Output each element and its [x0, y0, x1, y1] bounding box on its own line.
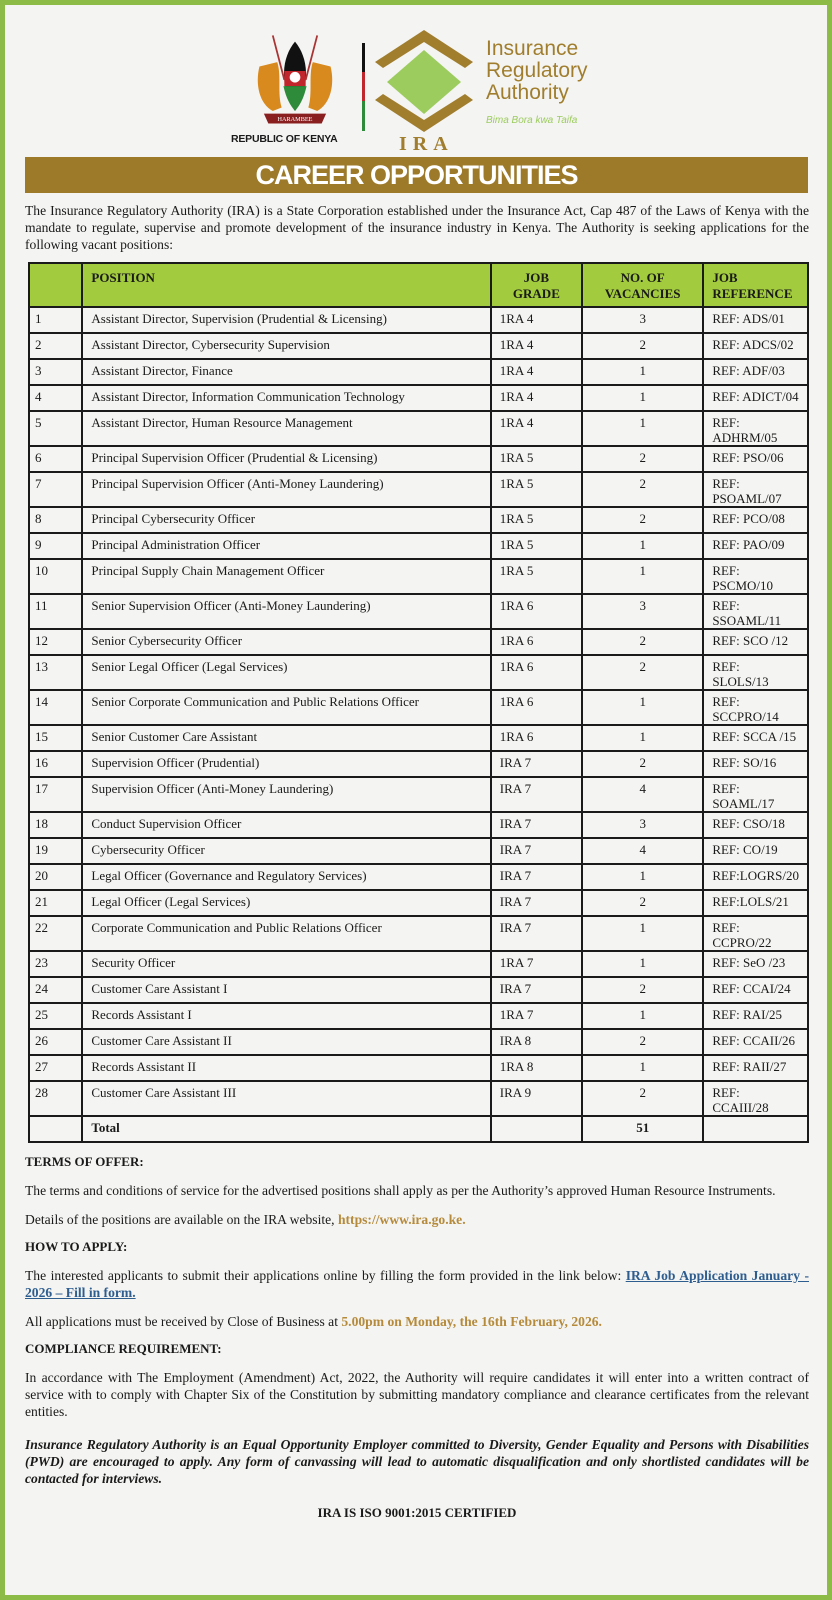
compliance-body: In accordance with The Employment (Amendment) Act, 2022, the Authority will require candidates it will enter into a written contract of service with to comply with Chapter Six of the Constitution by submitting mandatory compliance and clearance certificates from the relevant entities.	[25, 1370, 809, 1419]
row-number: 28	[29, 1081, 82, 1116]
grade-cell: IRA 8	[491, 1029, 582, 1055]
grade-cell: 1RA 5	[491, 472, 582, 507]
position-cell: Records Assistant II	[82, 1055, 490, 1081]
position-cell: Security Officer	[82, 951, 490, 977]
position-cell: Assistant Director, Cybersecurity Supervision	[82, 333, 490, 359]
row-number: 15	[29, 725, 82, 751]
org-name-line: Insurance	[486, 37, 579, 60]
table-row	[29, 411, 808, 446]
table-row	[29, 359, 808, 385]
table-row	[29, 594, 808, 629]
table-row	[29, 333, 808, 359]
deadline-line	[25, 1313, 809, 1330]
table-row	[29, 559, 808, 594]
table-header-row	[29, 263, 808, 307]
total-reference-cell	[703, 1116, 808, 1142]
table-row	[29, 533, 808, 559]
intro-paragraph: The Insurance Regulatory Authority (IRA) is a State Corporation established under the Insurance Act, Cap 487 of the Laws of Kenya with the mandate to regulate, supervise and promote development of the insurance industry in Kenya. The Authority is seeking applications for the following vacant positions:	[25, 203, 809, 252]
position-cell: Customer Care Assistant III	[82, 1081, 490, 1116]
vacancies-cell: 1	[582, 864, 703, 890]
vacancies-cell: 1	[582, 916, 703, 951]
apply-body	[25, 1267, 809, 1301]
reference-cell: REF: ADF/03	[703, 359, 808, 385]
row-number: 24	[29, 977, 82, 1003]
advert-body	[5, 202, 827, 1541]
vacancies-cell: 1	[582, 359, 703, 385]
position-cell: Corporate Communication and Public Relations Officer	[82, 916, 490, 951]
grade-cell: 1RA 6	[491, 725, 582, 751]
grade-cell: 1RA 6	[491, 629, 582, 655]
grade-cell: IRA 7	[491, 751, 582, 777]
terms-body: The terms and conditions of service for the advertised positions shall apply as per the Authority’s approved Human Resource Instruments.	[25, 1183, 776, 1198]
table-row	[29, 1055, 808, 1081]
org-tagline: Bima Bora kwa Taifa	[486, 115, 578, 126]
header-reference: JOB REFERENCE	[703, 263, 808, 307]
table-row	[29, 629, 808, 655]
header-position: POSITION	[82, 263, 490, 307]
table-row	[29, 916, 808, 951]
vacancies-cell: 2	[582, 446, 703, 472]
position-cell: Cybersecurity Officer	[82, 838, 490, 864]
table-row	[29, 977, 808, 1003]
row-number: 20	[29, 864, 82, 890]
grade-cell: IRA 7	[491, 977, 582, 1003]
position-cell: Legal Officer (Governance and Regulatory Services)	[82, 864, 490, 890]
table-row	[29, 307, 808, 333]
terms-heading: TERMS OF OFFER:	[25, 1154, 144, 1169]
row-number: 25	[29, 1003, 82, 1029]
total-label: Total	[82, 1116, 490, 1142]
grade-cell: 1RA 4	[491, 411, 582, 446]
table-row	[29, 1029, 808, 1055]
row-number: 17	[29, 777, 82, 812]
vacancies-cell: 2	[582, 977, 703, 1003]
vacancies-cell: 1	[582, 559, 703, 594]
row-number: 1	[29, 307, 82, 333]
position-cell: Customer Care Assistant I	[82, 977, 490, 1003]
row-number: 9	[29, 533, 82, 559]
row-number: 27	[29, 1055, 82, 1081]
reference-cell: REF:LOGRS/20	[703, 864, 808, 890]
position-cell: Senior Customer Care Assistant	[82, 725, 490, 751]
row-number: 18	[29, 812, 82, 838]
grade-cell: IRA 9	[491, 1081, 582, 1116]
reference-cell: REF: CCAII/26	[703, 1029, 808, 1055]
position-cell: Principal Cybersecurity Officer	[82, 507, 490, 533]
vacancies-cell: 2	[582, 629, 703, 655]
reference-cell: REF:LOLS/21	[703, 890, 808, 916]
vacancies-cell: 4	[582, 777, 703, 812]
kenya-coat-of-arms-icon	[235, 31, 355, 127]
row-number: 3	[29, 359, 82, 385]
header-number	[29, 263, 82, 307]
vacancies-cell: 1	[582, 533, 703, 559]
row-number: 12	[29, 629, 82, 655]
table-row	[29, 725, 808, 751]
reference-cell: REF: PAO/09	[703, 533, 808, 559]
row-number: 22	[29, 916, 82, 951]
row-number: 2	[29, 333, 82, 359]
details-text: Details of the positions are available on the IRA website,	[25, 1212, 338, 1227]
grade-cell: IRA 7	[491, 812, 582, 838]
table-row	[29, 777, 808, 812]
grade-cell: IRA 7	[491, 890, 582, 916]
row-number: 5	[29, 411, 82, 446]
reference-cell: REF: CCAI/24	[703, 977, 808, 1003]
row-number: 6	[29, 446, 82, 472]
grade-cell: 1RA 4	[491, 359, 582, 385]
vacancies-cell: 2	[582, 751, 703, 777]
advert-page	[5, 5, 827, 1595]
header-grade: JOB GRADE	[491, 263, 582, 307]
grade-cell: 1RA 6	[491, 690, 582, 725]
position-cell: Senior Cybersecurity Officer	[82, 629, 490, 655]
reference-cell: REF: CCAIII/28	[703, 1081, 808, 1116]
vacancies-cell: 1	[582, 385, 703, 411]
ira-acronym: IRA	[399, 133, 454, 155]
apply-heading: HOW TO APPLY:	[25, 1239, 128, 1254]
grade-cell: 1RA 4	[491, 307, 582, 333]
reference-cell: REF: SeO /23	[703, 951, 808, 977]
position-cell: Principal Administration Officer	[82, 533, 490, 559]
kenya-motto: HARAMBEE	[277, 115, 313, 123]
position-cell: Assistant Director, Human Resource Management	[82, 411, 490, 446]
reference-cell: REF: CSO/18	[703, 812, 808, 838]
vacancies-cell: 3	[582, 307, 703, 333]
table-row	[29, 864, 808, 890]
position-cell: Records Assistant I	[82, 1003, 490, 1029]
grade-cell: 1RA 5	[491, 446, 582, 472]
reference-cell: REF: PSCMO/10	[703, 559, 808, 594]
reference-cell: REF: SSOAML/11	[703, 594, 808, 629]
vacancies-cell: 4	[582, 838, 703, 864]
grade-cell: IRA 7	[491, 916, 582, 951]
table-row	[29, 690, 808, 725]
row-number: 19	[29, 838, 82, 864]
table-row	[29, 507, 808, 533]
grade-cell: 1RA 7	[491, 1003, 582, 1029]
reference-cell: REF: ADS/01	[703, 307, 808, 333]
vacancies-cell: 1	[582, 690, 703, 725]
deadline-date: 5.00pm on Monday, the 16th February, 2026.	[341, 1314, 602, 1329]
position-cell: Customer Care Assistant II	[82, 1029, 490, 1055]
reference-cell: REF: SCCPRO/14	[703, 690, 808, 725]
grade-cell: 1RA 4	[491, 333, 582, 359]
position-cell: Supervision Officer (Anti-Money Laundering)	[82, 777, 490, 812]
table-row	[29, 751, 808, 777]
grade-cell: IRA 7	[491, 864, 582, 890]
reference-cell: REF: SLOLS/13	[703, 655, 808, 690]
vacancies-cell: 1	[582, 951, 703, 977]
vacancies-cell: 2	[582, 507, 703, 533]
vacancies-cell: 1	[582, 1003, 703, 1029]
grade-cell: 1RA 5	[491, 533, 582, 559]
grade-cell: 1RA 6	[491, 594, 582, 629]
table-row	[29, 890, 808, 916]
row-number: 11	[29, 594, 82, 629]
row-number: 10	[29, 559, 82, 594]
reference-cell: REF: CCPRO/22	[703, 916, 808, 951]
republic-of-kenya-caption: REPUBLIC OF KENYA	[231, 133, 338, 145]
row-number: 7	[29, 472, 82, 507]
reference-cell: REF: ADHRM/05	[703, 411, 808, 446]
apply-text: The interested applicants to submit their applications online by filling the form provided in the link below:	[25, 1268, 626, 1283]
total-vacancies: 51	[582, 1116, 703, 1142]
grade-cell: 1RA 5	[491, 507, 582, 533]
row-number: 26	[29, 1029, 82, 1055]
grade-cell: 1RA 8	[491, 1055, 582, 1081]
position-cell: Principal Supply Chain Management Officer	[82, 559, 490, 594]
org-name	[486, 38, 588, 104]
table-row	[29, 472, 808, 507]
table-row	[29, 1003, 808, 1029]
grade-cell: 1RA 7	[491, 951, 582, 977]
vacancies-cell: 1	[582, 411, 703, 446]
table-row	[29, 838, 808, 864]
row-number: 23	[29, 951, 82, 977]
org-name-line: Authority	[486, 81, 569, 104]
reference-cell: REF: RAI/25	[703, 1003, 808, 1029]
vacancies-cell: 2	[582, 890, 703, 916]
details-line	[25, 1211, 809, 1228]
total-grade-cell	[491, 1116, 582, 1142]
grade-cell: IRA 7	[491, 838, 582, 864]
reference-cell: REF: RAII/27	[703, 1055, 808, 1081]
reference-cell: REF: SOAML/17	[703, 777, 808, 812]
iso-certification: IRA IS ISO 9001:2015 CERTIFIED	[317, 1505, 517, 1520]
vacancies-cell: 2	[582, 655, 703, 690]
position-cell: Principal Supervision Officer (Anti-Money Laundering)	[82, 472, 490, 507]
deadline-text: All applications must be received by Close of Business at	[25, 1314, 342, 1329]
ira-logo-icon	[375, 30, 473, 134]
reference-cell: REF: CO/19	[703, 838, 808, 864]
grade-cell: IRA 7	[491, 777, 582, 812]
equal-opportunity-statement: Insurance Regulatory Authority is an Equal Opportunity Employer committed to Diversity, Gender Equality and Persons with Disabilities (PWD) are encouraged to apply. Any form of canvassing will lead to automatic disqualification and only shortlisted candidates will be contacted for interviews.	[25, 1437, 809, 1486]
grade-cell: 1RA 4	[491, 385, 582, 411]
vacancies-cell: 2	[582, 1029, 703, 1055]
total-row	[29, 1116, 808, 1142]
vacancies-table	[28, 262, 809, 1143]
position-cell: Senior Corporate Communication and Public Relations Officer	[82, 690, 490, 725]
logo-divider	[362, 43, 365, 131]
reference-cell: REF: SO/16	[703, 751, 808, 777]
row-number: 14	[29, 690, 82, 725]
header-vacancies: NO. OF VACANCIES	[582, 263, 703, 307]
grade-cell: 1RA 5	[491, 559, 582, 594]
page-title: CAREER OPPORTUNITIES	[25, 157, 808, 193]
table-row	[29, 812, 808, 838]
position-cell: Assistant Director, Information Communication Technology	[82, 385, 490, 411]
position-cell: Conduct Supervision Officer	[82, 812, 490, 838]
reference-cell: REF: SCCA /15	[703, 725, 808, 751]
website-link[interactable]: https://www.ira.go.ke.	[337, 1212, 466, 1227]
reference-cell: REF: PSO/06	[703, 446, 808, 472]
table-row	[29, 1081, 808, 1116]
org-name-line: Regulatory	[486, 59, 588, 82]
row-number: 13	[29, 655, 82, 690]
row-number: 4	[29, 385, 82, 411]
table-row	[29, 446, 808, 472]
position-cell: Principal Supervision Officer (Prudential & Licensing)	[82, 446, 490, 472]
reference-cell: REF: PSOAML/07	[703, 472, 808, 507]
vacancies-cell: 2	[582, 1081, 703, 1116]
position-cell: Senior Legal Officer (Legal Services)	[82, 655, 490, 690]
vacancies-cell: 2	[582, 472, 703, 507]
logo-header	[5, 5, 827, 157]
table-row	[29, 951, 808, 977]
row-number: 16	[29, 751, 82, 777]
vacancies-cell: 2	[582, 333, 703, 359]
total-number-cell	[29, 1116, 82, 1142]
reference-cell: REF: PCO/08	[703, 507, 808, 533]
application-form-link[interactable]: IRA Job Application January - 2026 – Fill in form.	[25, 1268, 809, 1300]
reference-cell: REF: SCO /12	[703, 629, 808, 655]
table-row	[29, 655, 808, 690]
position-cell: Senior Supervision Officer (Anti-Money Laundering)	[82, 594, 490, 629]
vacancies-cell: 1	[582, 1055, 703, 1081]
row-number: 21	[29, 890, 82, 916]
vacancies-cell: 3	[582, 594, 703, 629]
compliance-heading: COMPLIANCE REQUIREMENT:	[25, 1341, 222, 1356]
position-cell: Supervision Officer (Prudential)	[82, 751, 490, 777]
position-cell: Assistant Director, Finance	[82, 359, 490, 385]
vacancies-cell: 3	[582, 812, 703, 838]
table-row	[29, 385, 808, 411]
row-number: 8	[29, 507, 82, 533]
reference-cell: REF: ADCS/02	[703, 333, 808, 359]
grade-cell: 1RA 6	[491, 655, 582, 690]
position-cell: Assistant Director, Supervision (Prudential & Licensing)	[82, 307, 490, 333]
position-cell: Legal Officer (Legal Services)	[82, 890, 490, 916]
vacancies-cell: 1	[582, 725, 703, 751]
reference-cell: REF: ADICT/04	[703, 385, 808, 411]
